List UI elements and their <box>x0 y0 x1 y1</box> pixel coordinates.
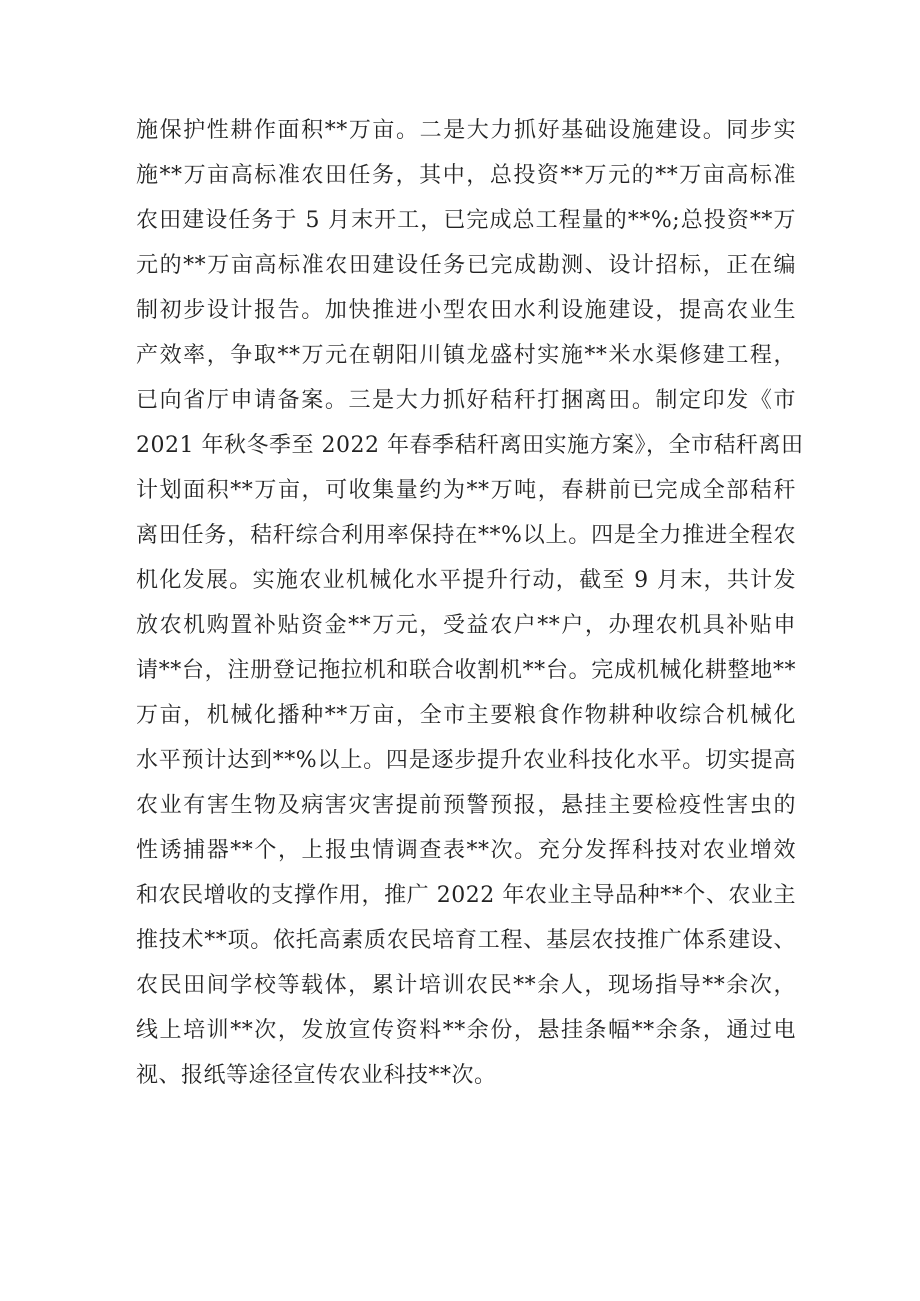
text-line: 产效率，争取**万元在朝阳川镇龙盛村实施**米水渠修建工程， <box>136 343 796 368</box>
text-line: 推技术**项。依托高素质农民培育工程、基层农技推广体系建设、 <box>136 928 796 953</box>
text-line: 离田任务，秸秆综合利用率保持在**%以上。四是全力推进全程农 <box>136 523 796 548</box>
text-line: 施**万亩高标准农田任务，其中，总投资**万元的**万亩高标准 <box>136 163 796 188</box>
text-line: 机化发展。实施农业机械化水平提升行动，截至 9 月末，共计发 <box>136 568 796 593</box>
text-line: 万亩，机械化播种**万亩，全市主要粮食作物耕种收综合机械化 <box>136 703 796 728</box>
text-line: 农田建设任务于 5 月末开工，已完成总工程量的**%;总投资**万 <box>136 208 796 233</box>
text-line: 放农机购置补贴资金**万元，受益农户**户，办理农机具补贴申 <box>136 613 796 638</box>
text-line: 制初步设计报告。加快推进小型农田水利设施建设，提高农业生 <box>136 298 796 323</box>
text-line: 施保护性耕作面积**万亩。二是大力抓好基础设施建设。同步实 <box>136 118 796 143</box>
body-paragraph <box>136 108 804 1098</box>
text-line: 线上培训**次，发放宣传资料**余份，悬挂条幅**余条，通过电 <box>136 1018 796 1043</box>
text-line: 请**台，注册登记拖拉机和联合收割机**台。完成机械化耕整地** <box>136 658 796 683</box>
text-line: 已向省厅申请备案。三是大力抓好秸秆打捆离田。制定印发《市 <box>136 388 796 413</box>
text-line: 2021 年秋冬季至 2022 年春季秸秆离田实施方案》，全市秸秆离田 <box>136 433 804 458</box>
text-line: 视、报纸等途径宣传农业科技**次。 <box>136 1063 497 1088</box>
text-line: 农业有害生物及病害灾害提前预警预报，悬挂主要检疫性害虫的 <box>136 793 796 818</box>
text-line: 和农民增收的支撑作用，推广 2022 年农业主导品种**个、农业主 <box>136 883 796 908</box>
text-line: 元的**万亩高标准农田建设任务已完成勘测、设计招标，正在编 <box>136 253 796 278</box>
text-line: 水平预计达到**%以上。四是逐步提升农业科技化水平。切实提高 <box>136 748 796 773</box>
text-line: 计划面积**万亩，可收集量约为**万吨，春耕前已完成全部秸秆 <box>136 478 796 503</box>
text-line: 性诱捕器**个，上报虫情调查表**次。充分发挥科技对农业增效 <box>136 838 796 863</box>
text-line: 农民田间学校等载体，累计培训农民**余人，现场指导**余次， <box>136 973 796 998</box>
